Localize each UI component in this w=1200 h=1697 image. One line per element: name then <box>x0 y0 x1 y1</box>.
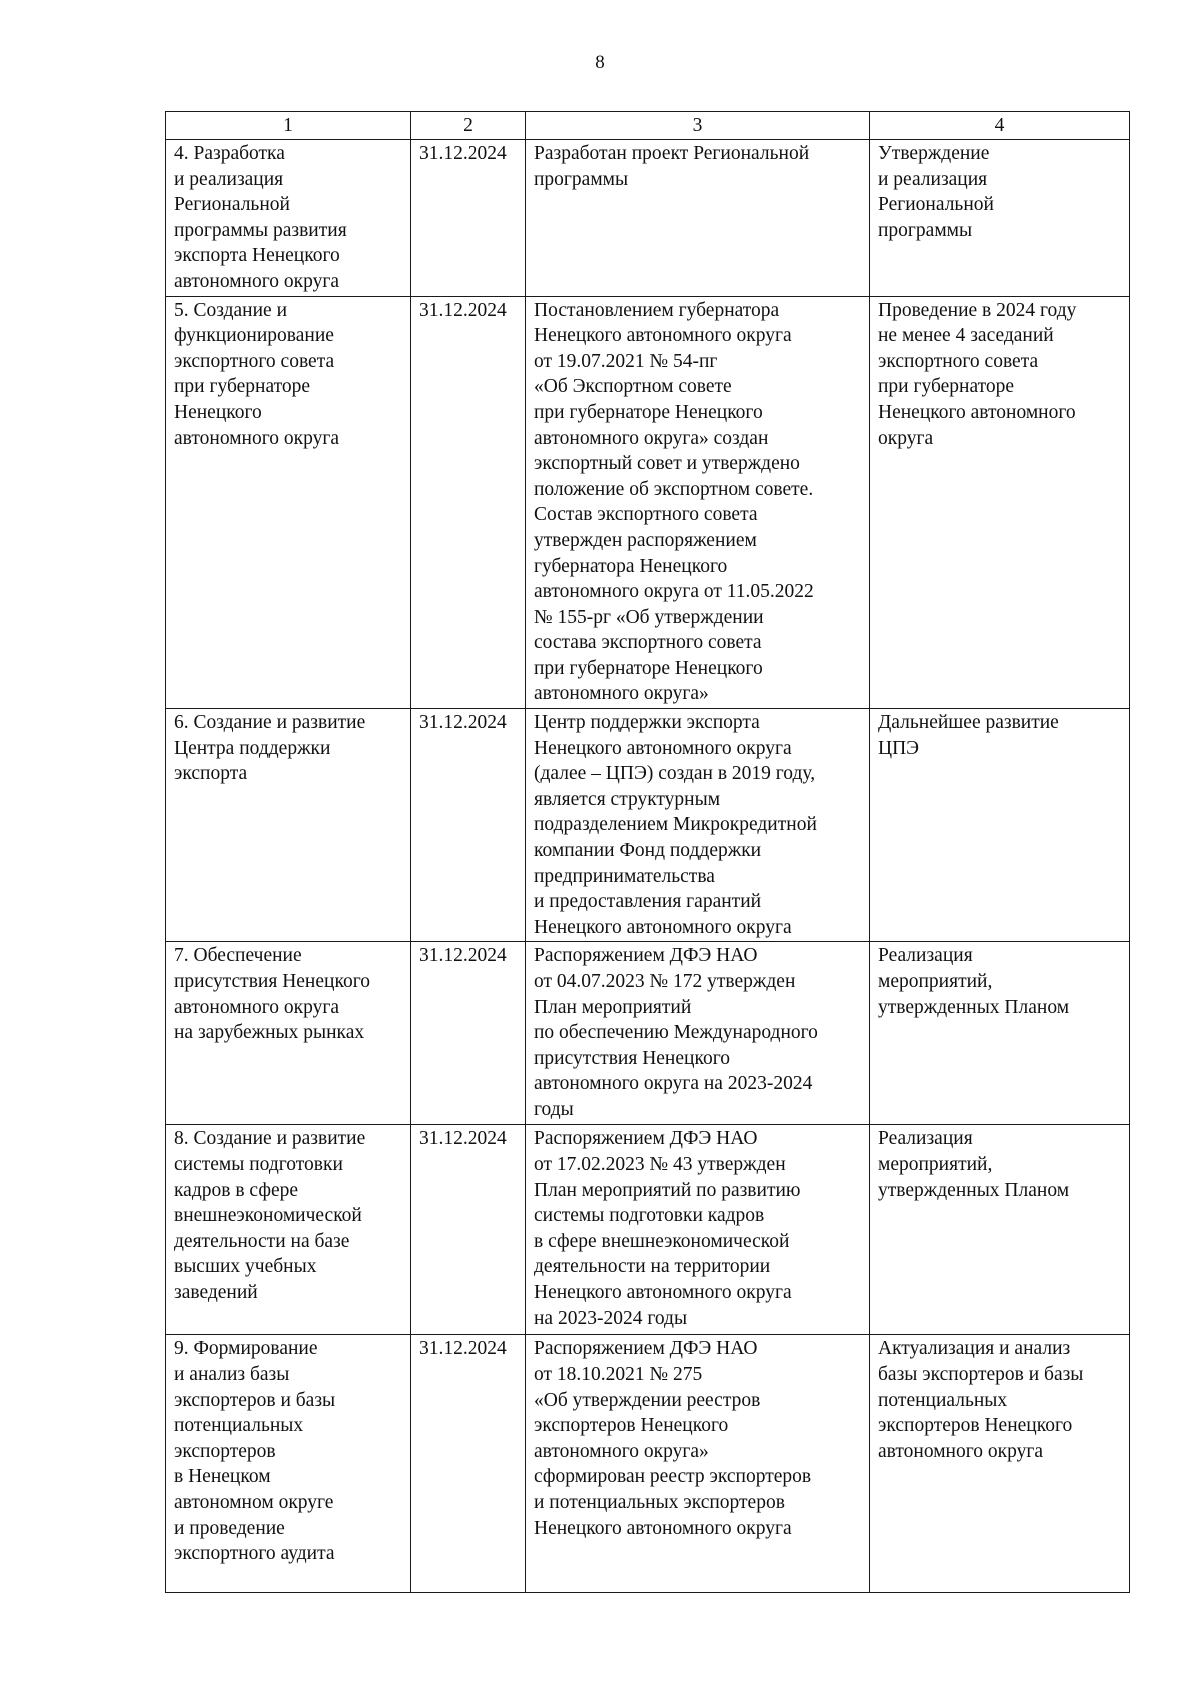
column-header-1: 1 <box>166 112 411 140</box>
result-cell: Актуализация и анализ базы экспортеров и базы потенциальных экспортеров Ненецкого автономного округа <box>870 1335 1130 1593</box>
status-cell: Распоряжением ДФЭ НАО от 17.02.2023 № 43 утвержден План мероприятий по развитию системы подготовки кадров в сфере внешнеэкономической деятельности на территории Ненецкого автономного округа на 2023-2024 годы <box>526 1125 870 1335</box>
column-header-2: 2 <box>411 112 526 140</box>
column-header-4: 4 <box>870 112 1130 140</box>
task-cell: 7. Обеспечение присутствия Ненецкого автономного округа на зарубежных рынках <box>166 942 411 1125</box>
deadline-cell: 31.12.2024 <box>411 942 526 1125</box>
result-cell: Реализация мероприятий, утвержденных Планом <box>870 1125 1130 1335</box>
table-row <box>166 296 1130 709</box>
table-row <box>166 709 1130 942</box>
table-row <box>166 1335 1130 1593</box>
page-number: 8 <box>595 52 605 73</box>
task-cell: 4. Разработка и реализация Региональной программы развития экспорта Ненецкого автономного округа <box>166 140 411 297</box>
table-row <box>166 140 1130 297</box>
table-header-row <box>166 112 1130 140</box>
task-cell: 8. Создание и развитие системы подготовки кадров в сфере внешнеэкономической деятельности на базе высших учебных заведений <box>166 1125 411 1335</box>
task-cell: 9. Формирование и анализ базы экспортеров и базы потенциальных экспортеров в Ненецком автономном округе и проведение экспортного аудита <box>166 1335 411 1593</box>
result-cell: Утверждение и реализация Региональной программы <box>870 140 1130 297</box>
result-cell: Проведение в 2024 году не менее 4 заседаний экспортного совета при губернаторе Ненецкого автономного округа <box>870 296 1130 709</box>
task-cell: 6. Создание и развитие Центра поддержки экспорта <box>166 709 411 942</box>
deadline-cell: 31.12.2024 <box>411 1335 526 1593</box>
deadline-cell: 31.12.2024 <box>411 1125 526 1335</box>
status-cell: Постановлением губернатора Ненецкого автономного округа от 19.07.2021 № 54-пг «Об Экспортном совете при губернаторе Ненецкого автономного округа» создан экспортный совет и утверждено положение об экспортном совете. Состав экспортного совета утвержден распоряжением губернатора Ненецкого автономного округа от 11.05.2022 № 155-рг «Об утверждении состава экспортного совета при губернаторе Ненецкого автономного округа» <box>526 296 870 709</box>
plan-table <box>165 111 1130 1593</box>
column-header-3: 3 <box>526 112 870 140</box>
table-row <box>166 942 1130 1125</box>
result-cell: Дальнейшее развитие ЦПЭ <box>870 709 1130 942</box>
status-cell: Распоряжением ДФЭ НАО от 04.07.2023 № 172 утвержден План мероприятий по обеспечению Международного присутствия Ненецкого автономного округа на 2023-2024 годы <box>526 942 870 1125</box>
table-row <box>166 1125 1130 1335</box>
status-cell: Разработан проект Региональной программы <box>526 140 870 297</box>
result-cell: Реализация мероприятий, утвержденных Планом <box>870 942 1130 1125</box>
deadline-cell: 31.12.2024 <box>411 140 526 297</box>
status-cell: Распоряжением ДФЭ НАО от 18.10.2021 № 275 «Об утверждении реестров экспортеров Ненецкого автономного округа» сформирован реестр экспортеров и потенциальных экспортеров Ненецкого автономного округа <box>526 1335 870 1593</box>
status-cell: Центр поддержки экспорта Ненецкого автономного округа (далее – ЦПЭ) создан в 2019 году, является структурным подразделением Микрокредитной компании Фонд поддержки предпринимательства и предоставления гарантий Ненецкого автономного округа <box>526 709 870 942</box>
deadline-cell: 31.12.2024 <box>411 709 526 942</box>
task-cell: 5. Создание и функционирование экспортного совета при губернаторе Ненецкого автономного округа <box>166 296 411 709</box>
deadline-cell: 31.12.2024 <box>411 296 526 709</box>
